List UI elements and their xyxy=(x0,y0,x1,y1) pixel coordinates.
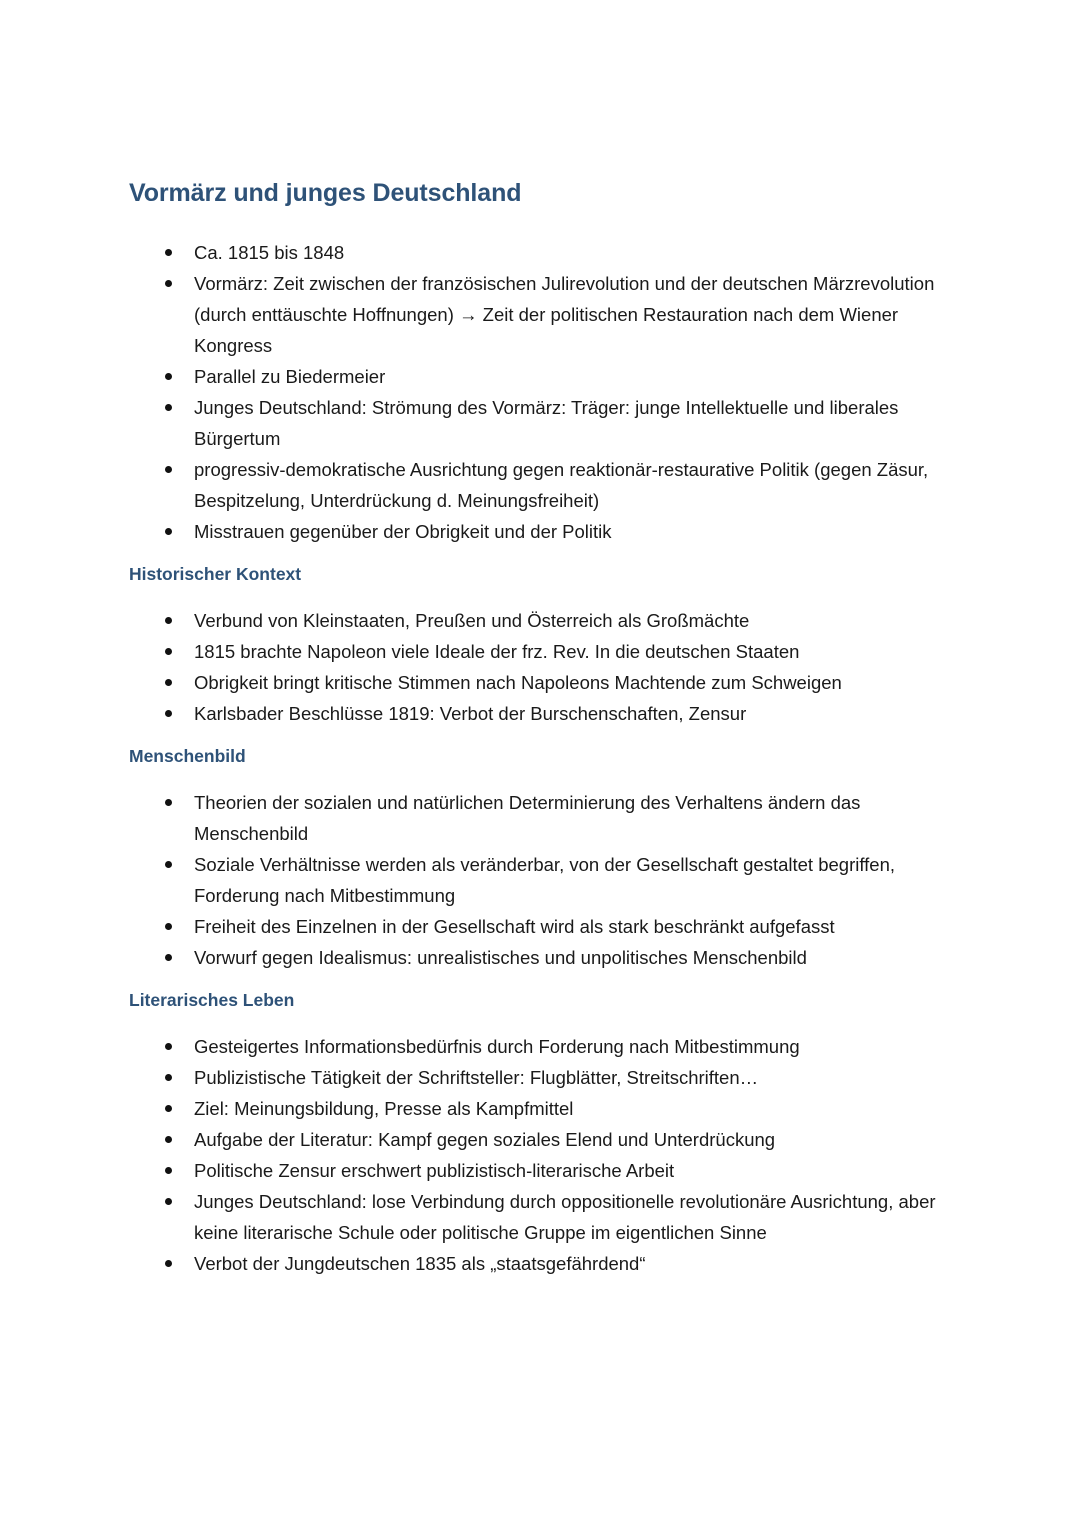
list-item-text: Verbund von Kleinstaaten, Preußen und Österreich als Großmächte xyxy=(194,610,750,631)
bullet-icon xyxy=(165,799,172,806)
list-item xyxy=(129,454,959,516)
list-item xyxy=(129,698,959,729)
literarisches-leben-list xyxy=(129,1031,959,1279)
list-item-text: Vormärz: Zeit zwischen der französischen Julirevolution und der deutschen Märzrevolution (durch enttäuschte Hoffnungen) → Zeit der politischen Restauration nach dem Wiener Kongress xyxy=(194,273,935,356)
section-heading-historischer-kontext: Historischer Kontext xyxy=(129,564,302,584)
list-item-text: Obrigkeit bringt kritische Stimmen nach Napoleons Machtende zum Schweigen xyxy=(194,672,842,693)
list-item xyxy=(129,1031,959,1062)
list-item xyxy=(129,942,959,973)
bullet-icon xyxy=(165,1260,172,1267)
bullet-icon xyxy=(165,1136,172,1143)
list-item xyxy=(129,361,959,392)
list-item-text: Gesteigertes Informationsbedürfnis durch Forderung nach Mitbestimmung xyxy=(194,1036,800,1057)
list-item xyxy=(129,636,959,667)
list-item-text: Ca. 1815 bis 1848 xyxy=(194,242,345,263)
list-item xyxy=(129,1155,959,1186)
list-item-text: Freiheit des Einzelnen in der Gesellschaft wird als stark beschränkt aufgefasst xyxy=(194,916,835,937)
bullet-icon xyxy=(165,1198,172,1205)
list-item-text: Ziel: Meinungsbildung, Presse als Kampfmittel xyxy=(194,1098,574,1119)
section-heading-menschenbild: Menschenbild xyxy=(129,746,246,766)
list-item xyxy=(129,605,959,636)
list-item xyxy=(129,667,959,698)
list-item xyxy=(129,849,959,911)
bullet-icon xyxy=(165,249,172,256)
list-item xyxy=(129,1124,959,1155)
bullet-icon xyxy=(165,1105,172,1112)
list-item-text: Junges Deutschland: lose Verbindung durch oppositionelle revolutionäre Ausrichtung, aber keine literarische Schule oder politische Gruppe im eigentlichen Sinne xyxy=(194,1191,936,1243)
menschenbild-list xyxy=(129,787,959,973)
bullet-icon xyxy=(165,404,172,411)
list-item xyxy=(129,1186,959,1248)
list-item xyxy=(129,237,959,268)
page-title: Vormärz und junges Deutschland xyxy=(129,179,522,207)
list-item xyxy=(129,787,959,849)
bullet-icon xyxy=(165,1074,172,1081)
bullet-icon xyxy=(165,923,172,930)
list-item-text: progressiv-demokratische Ausrichtung gegen reaktionär-restaurative Politik (gegen Zäsur, Bespitzelung, Unterdrückung d. Meinungsfreiheit) xyxy=(194,459,929,511)
list-item xyxy=(129,1062,959,1093)
list-item-text: Soziale Verhältnisse werden als veränderbar, von der Gesellschaft gestaltet begriffen, Forderung nach Mitbestimmung xyxy=(194,854,896,906)
document-page xyxy=(129,176,959,1279)
bullet-icon xyxy=(165,954,172,961)
list-item-text: Karlsbader Beschlüsse 1819: Verbot der Burschenschaften, Zensur xyxy=(194,703,747,724)
list-item-text: Vorwurf gegen Idealismus: unrealistisches und unpolitisches Menschenbild xyxy=(194,947,807,968)
historischer-kontext-list xyxy=(129,605,959,729)
list-item-text: 1815 brachte Napoleon viele Ideale der frz. Rev. In die deutschen Staaten xyxy=(194,641,800,662)
bullet-icon xyxy=(165,617,172,624)
list-item-text: Misstrauen gegenüber der Obrigkeit und der Politik xyxy=(194,521,612,542)
section-heading-literarisches-leben: Literarisches Leben xyxy=(129,990,295,1010)
list-item xyxy=(129,268,959,361)
intro-list xyxy=(129,237,959,547)
bullet-icon xyxy=(165,648,172,655)
bullet-icon xyxy=(165,679,172,686)
bullet-icon xyxy=(165,466,172,473)
list-item-text: Verbot der Jungdeutschen 1835 als „staatsgefährdend“ xyxy=(194,1253,646,1274)
bullet-icon xyxy=(165,710,172,717)
list-item-text: Junges Deutschland: Strömung des Vormärz: Träger: junge Intellektuelle und liberales Bürgertum xyxy=(194,397,899,449)
list-item xyxy=(129,1093,959,1124)
bullet-icon xyxy=(165,1167,172,1174)
list-item-text: Politische Zensur erschwert publizistisch-literarische Arbeit xyxy=(194,1160,675,1181)
list-item-text: Parallel zu Biedermeier xyxy=(194,366,386,387)
list-item xyxy=(129,392,959,454)
bullet-icon xyxy=(165,1043,172,1050)
list-item xyxy=(129,1248,959,1279)
bullet-icon xyxy=(165,861,172,868)
bullet-icon xyxy=(165,280,172,287)
list-item-text: Theorien der sozialen und natürlichen Determinierung des Verhaltens ändern das Menschenbild xyxy=(194,792,861,844)
bullet-icon xyxy=(165,528,172,535)
bullet-icon xyxy=(165,373,172,380)
list-item xyxy=(129,516,959,547)
list-item xyxy=(129,911,959,942)
list-item-text: Aufgabe der Literatur: Kampf gegen soziales Elend und Unterdrückung xyxy=(194,1129,776,1150)
list-item-text: Publizistische Tätigkeit der Schriftsteller: Flugblätter, Streitschriften… xyxy=(194,1067,759,1088)
